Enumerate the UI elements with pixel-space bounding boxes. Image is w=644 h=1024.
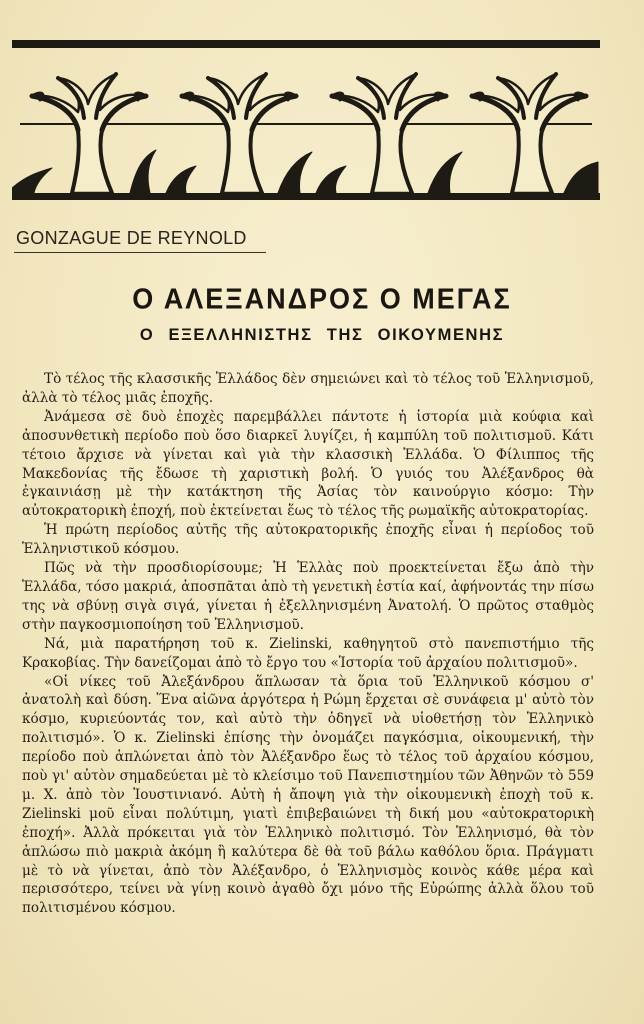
banner-top-rule bbox=[12, 40, 600, 48]
article-title: Ο ΑΛΕΞΑΝΔΡΟΣ Ο ΜΕΓΑΣ bbox=[132, 283, 512, 315]
tree-3 bbox=[316, 74, 462, 193]
tree-4 bbox=[472, 74, 598, 193]
tree-2 bbox=[166, 74, 312, 193]
decorative-tree-banner bbox=[12, 38, 600, 204]
paragraph-6: «Οἱ νίκες τοῦ Ἀλεξάνδρου ἅπλωσαν τὰ ὅρια τοῦ Ἑλληνικοῦ κόσμου σ' ἀνατολὴ καὶ δύση. Ἕνα αἰῶνα ἀργότερα ἡ Ρώμη ἔρχεται σὲ συνάφεια μ' αὐτὸ τὸν κόσμο, κυριεύοντάς τον, καὶ αὐτὸ τὴν ὁδηγεῖ νὰ υἱοθετήσῃ τὸν Ἑλληνικὸ πολιτισμό». Ὁ κ. Zielinski ἐπίσης τὴν ὀνομάζει παγκόσμια, οἰκουμενική, τὴν περίοδο ποὺ ἁπλώνεται ἀπὸ τὸν Ἀλέξανδρο ἕως τὸ τέλος τοῦ ἀρχαίου κόσμου, ποὺ γι' αὐτὸν σημαδεύεται μὲ τὸ κλείσιμο τοῦ Πανεπιστημίου τῶν Ἀθηνῶν τὸ 559 μ. Χ. ἀπὸ τὸν Ἰουστινιανό. Αὐτὴ ἡ ἄποψη γιὰ τὴν οἰκουμενικὴ ἐποχὴ τοῦ κ. Zielinski μοῦ εἶναι πολύτιμη, γιατὶ ἐπιβεβαιώνει τὴ δική μου «αὐτοκρατορικὴ ἐποχή». Ἀλλὰ πρόκειται γιὰ τὸν Ἑλληνικὸ πολιτισμό. Τὸν Ἑλληνισμό, θὰ τὸν ἁπλώσω πιὸ μακριὰ ἀκόμη ἢ καλύτερα δὲ θὰ τοῦ βάλω καθόλου ὅρια. Πράγματι μὲ τὸ νὰ γίνεται, ἀπὸ τὸν Ἀλέξανδρο, ὁ Ἑλληνισμὸς κοινὸς κάθε μέρα καὶ περισσότερο, τείνει νὰ γίνῃ κοινὸ ἀγαθὸ ὄχι μόνο τῆς Εὐρώπης ἀλλὰ ὅλου τοῦ πολιτισμένου κόσμου. bbox=[22, 673, 594, 917]
paragraph-1: Τὸ τέλος τῆς κλασσικῆς Ἑλλάδος δὲν σημειώνει καὶ τὸ τέλος τοῦ Ἑλληνισμοῦ, ἀλλὰ τὸ τέλος μιᾶς ἐποχῆς. bbox=[22, 371, 594, 406]
author-name: GONZAGUE DE REYNOLD bbox=[16, 228, 247, 248]
tree-1 bbox=[12, 74, 156, 193]
paragraph-3: Ἡ πρώτη περίοδος αὐτῆς τῆς αὐτοκρατορικῆς ἐποχῆς εἶναι ἡ περίοδος τοῦ Ἑλληνιστικοῦ κόσμου. bbox=[22, 522, 594, 558]
author-underline bbox=[14, 252, 266, 253]
article-body bbox=[22, 370, 594, 918]
paragraph-5: Νά, μιὰ παρατήρηση τοῦ κ. Zielinski, καθηγητοῦ στὸ πανεπιστήμιο τῆς Κρακοβίας. Τὴν δανείζομαι ἀπὸ τὸ ἔργο του «Ἱστορία τοῦ ἀρχαίου πολιτισμοῦ». bbox=[22, 635, 594, 671]
paragraph-2: Ἀνάμεσα σὲ δυὸ ἐποχὲς παρεμβάλλει πάντοτε ἡ ἱστορία μιὰ κούφια καὶ ἀποσυνθετικὴ περίοδο ποὺ ὅσο διαρκεῖ λυγίζει, ἡ καμπύλη τοῦ πολιτισμοῦ. Κάτι τέτοιο ἄρχισε νὰ γίνεται καὶ γιὰ τὴν κλασσικὴ Ἑλλάδα. Ὁ Φίλιππος τῆς Μακεδονίας τῆς ἔδωσε τὴ χαριστικὴ βολή. Ὁ γυιός του Ἀλέξανδρος θὰ ἐγκαινιάσῃ μὲ τὴν κατάκτηση τῆς Ἀσίας τὸν καινούργιο κόσμο: Τὴν αὐτοκρατορικὴ ἐποχή, ποὺ ἐκτείνεται ἕως τὸ τέλος τῆς ρωμαϊκῆς αὐτοκρατορίας. bbox=[22, 408, 594, 520]
article-subtitle: Ο ΕΞΕΛΛΗΝΙΣΤΗΣ ΤΗΣ ΟΙΚΟΥΜΕΝΗΣ bbox=[139, 326, 505, 344]
paragraph-4: Πῶς νὰ τὴν προσδιορίσουμε; Ἡ Ἑλλὰς ποὺ προεκτείνεται ἔξω ἀπὸ τὴν Ἑλλάδα, τόσο μακριά, ἀποσπᾶται ἀπὸ τὴ γενετικὴ ἑστία καί, ἀφήνοντάς την πίσω της νὰ σβύνῃ σιγὰ σιγά, γίνεται ἡ ἐξελληνισμένη Ἀνατολή. Ὁ πρῶτος σταθμὸς στὴν παγκοσμιοποίηση τοῦ Ἑλληνισμοῦ. bbox=[22, 560, 594, 633]
